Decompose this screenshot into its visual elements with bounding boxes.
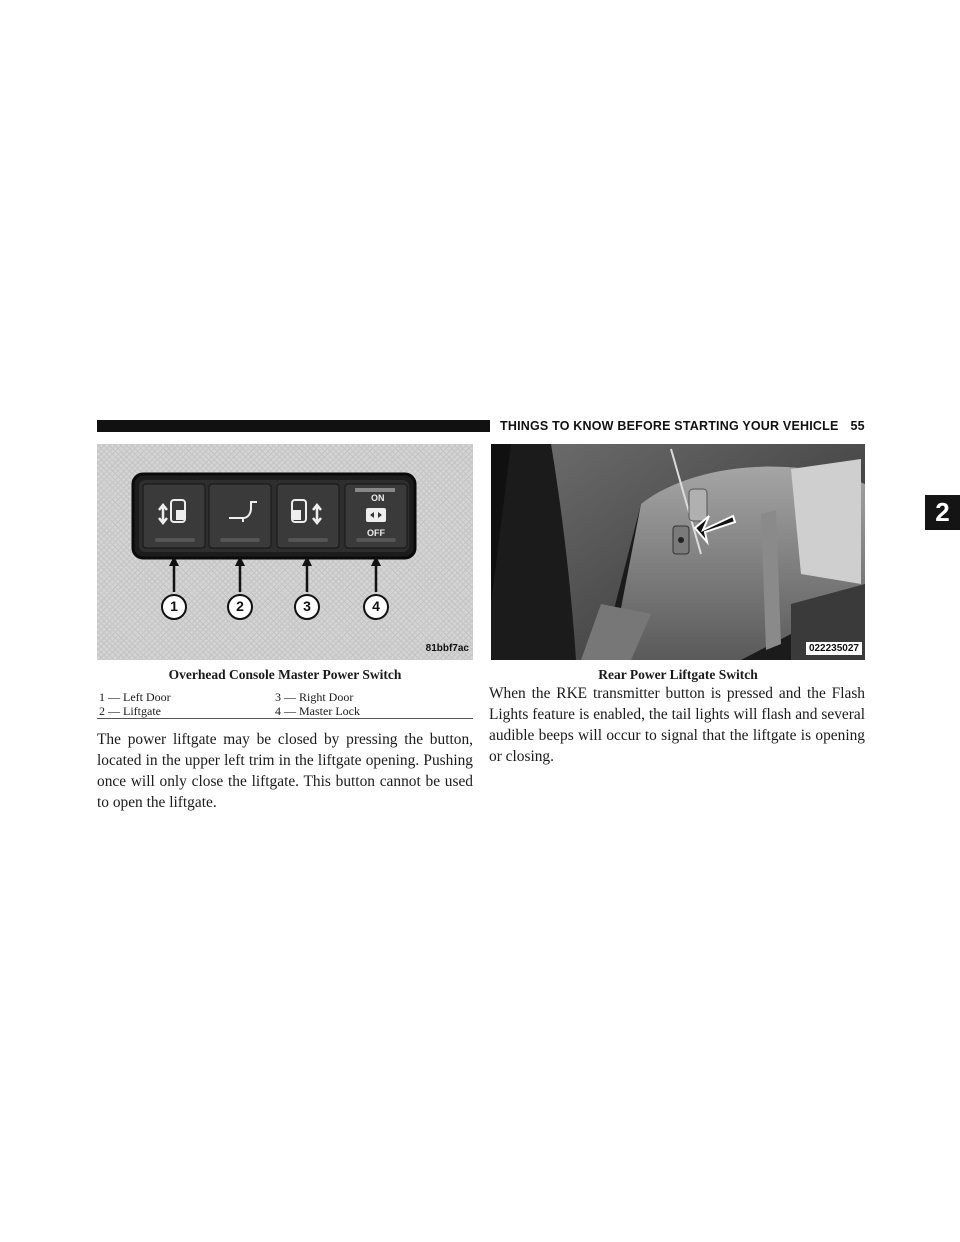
overhead-console-figure: [97, 444, 473, 660]
page-number: 55: [850, 419, 865, 433]
legend-item: 4 — Master Lock: [275, 704, 360, 718]
console-switch-illustration: [97, 444, 473, 660]
figure-code: 81bbf7ac: [425, 643, 469, 654]
switch-off-label: OFF: [367, 528, 385, 538]
left-door-switch: [143, 484, 205, 548]
callout-4: 4: [363, 594, 389, 620]
section-title: THINGS TO KNOW BEFORE STARTING YOUR VEHICLE: [500, 419, 839, 433]
figure-caption: Overhead Console Master Power Switch: [168, 667, 402, 682]
master-lock-icon: [366, 508, 386, 522]
legend-divider: [97, 718, 473, 719]
legend-item: 2 — Liftgate: [99, 704, 161, 718]
callout-2: 2: [227, 594, 253, 620]
cargo-area-illustration: [491, 444, 865, 660]
figure-code: 022235027: [806, 642, 862, 655]
callout-3: 3: [294, 594, 320, 620]
legend-item: 1 — Left Door: [99, 690, 171, 704]
switch-on-label: ON: [371, 493, 385, 503]
figure-legend: [99, 690, 473, 718]
liftgate-switch-photo: [491, 444, 865, 660]
right-door-switch: [277, 484, 339, 548]
body-paragraph-left: The power liftgate may be closed by pressing the button, located in the upper left trim in the liftgate opening. Pushing once will only close the liftgate. This button cannot be used to open the liftgate.: [97, 731, 473, 811]
callout-1: 1: [161, 594, 187, 620]
chapter-tab: 2: [925, 495, 960, 530]
legend-item: 3 — Right Door: [275, 690, 354, 704]
callout-leaders: [169, 556, 381, 592]
running-header: [500, 419, 865, 433]
header-rule: [97, 420, 490, 432]
legend-row: [99, 704, 473, 718]
figure-caption: Rear Power Liftgate Switch: [598, 667, 758, 682]
legend-row: [99, 690, 473, 704]
body-paragraph-right: When the RKE transmitter button is pressed and the Flash Lights feature is enabled, the tail lights will flash and several audible beeps will occur to signal that the liftgate is opening or closing.: [489, 685, 865, 765]
liftgate-switch: [209, 484, 271, 548]
